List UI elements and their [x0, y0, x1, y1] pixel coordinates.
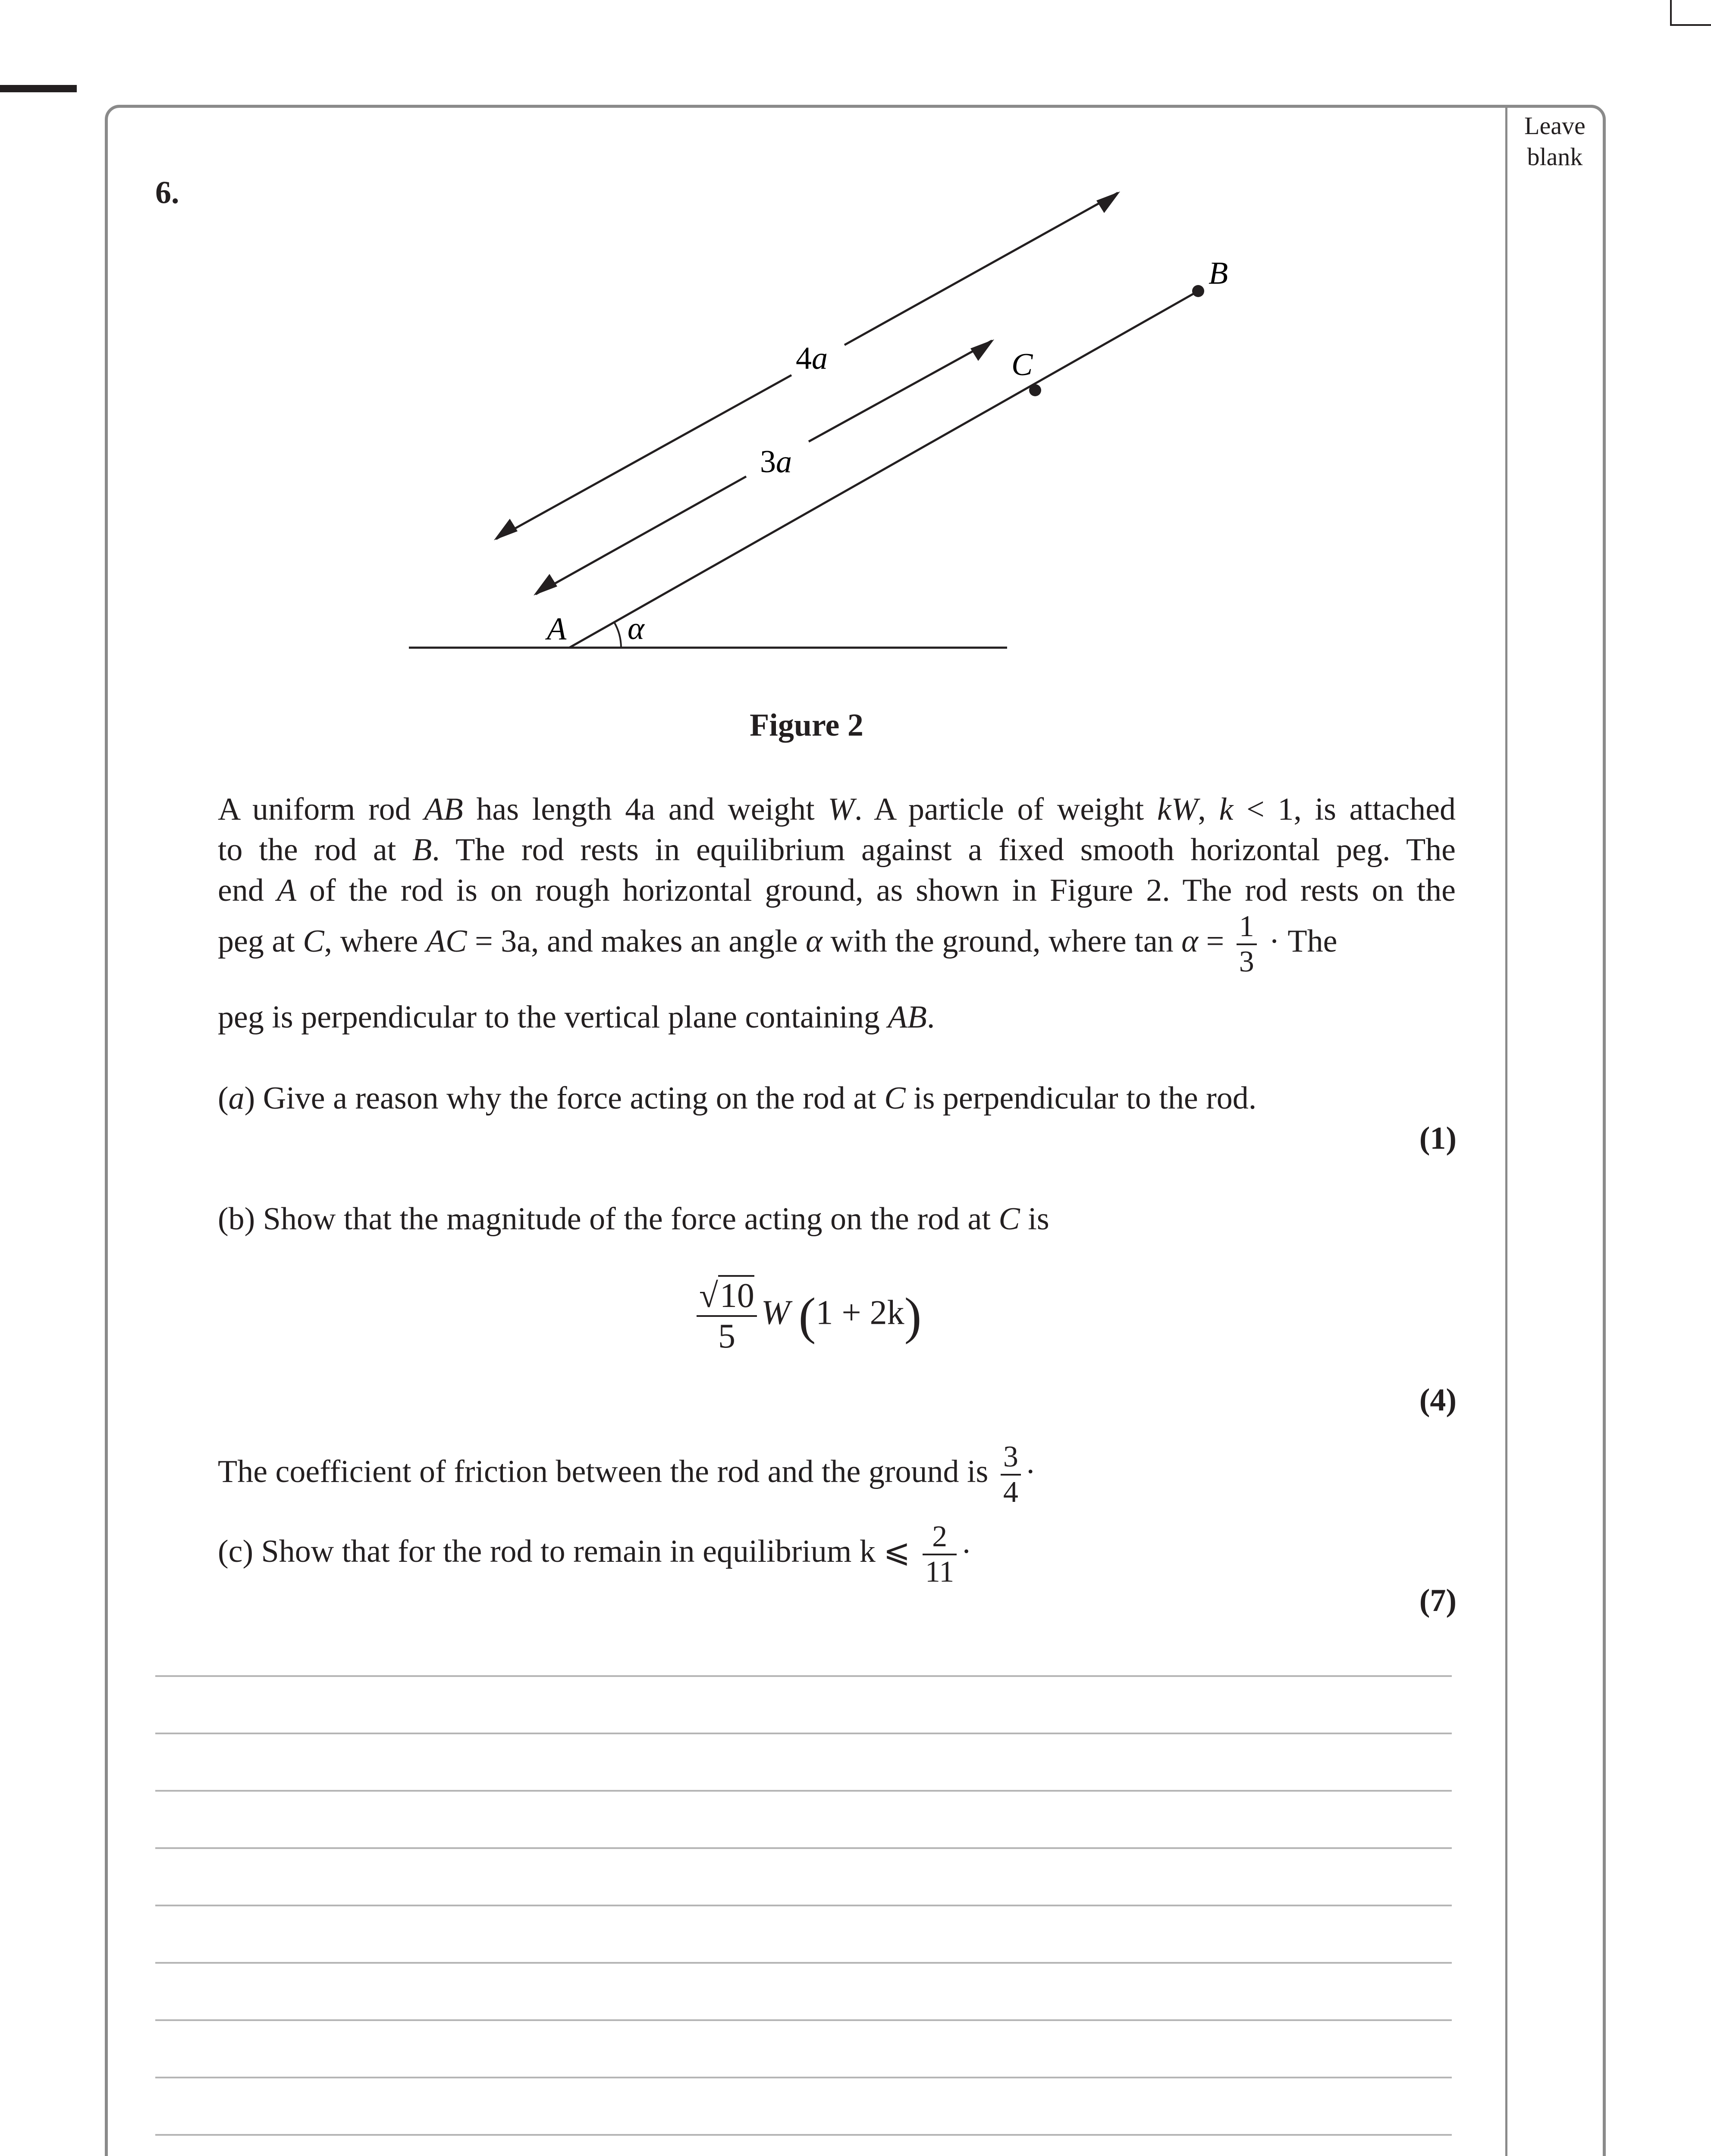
answer-line[interactable]	[155, 1962, 1452, 1964]
intro-line-2: to the rod at B. The rod rests in equilibrium against a fixed smooth horizontal peg. The	[218, 832, 1456, 868]
leave-blank-label: Leave blank	[1524, 112, 1585, 171]
point-b	[1192, 285, 1204, 297]
point-c	[1029, 384, 1041, 396]
question-number: 6.	[155, 175, 179, 210]
part-a-marks: (1)	[1419, 1121, 1457, 1156]
figure-caption: Figure 2	[750, 708, 863, 743]
part-b-marks: (4)	[1419, 1382, 1457, 1418]
answer-line[interactable]	[155, 2019, 1452, 2021]
intro-line-4	[218, 910, 1456, 979]
answer-line[interactable]	[155, 1733, 1452, 1734]
label-a: A	[547, 611, 567, 647]
label-4a: 4a	[796, 341, 828, 376]
dimension-4a-lower	[496, 375, 791, 539]
dimension-4a-arrowhead-upper	[1096, 191, 1120, 213]
dimension-3a-arrowhead-lower	[534, 574, 557, 595]
label-3a: 3a	[760, 444, 792, 479]
intro-line-5: peg is perpendicular to the vertical plane containing AB.	[218, 1000, 935, 1035]
intro-line-1: A uniform rod AB has length 4a and weight W. A particle of weight kW, k < 1, is attached	[218, 792, 1456, 827]
label-b: B	[1209, 256, 1228, 291]
answer-line[interactable]	[155, 1790, 1452, 1792]
dimension-3a-lower	[536, 476, 746, 594]
friction-statement: The coefficient of friction between the rod and the ground is $\frac{3}{4}$ ·	[218, 1440, 1036, 1509]
tan-alpha-fraction: $\frac{1}{3}$	[1237, 910, 1257, 979]
formula-w: W	[761, 1294, 790, 1332]
answer-line[interactable]	[155, 1847, 1452, 1849]
answer-line[interactable]	[155, 1675, 1452, 1677]
dimension-3a-upper	[809, 341, 992, 442]
answer-line[interactable]	[155, 2077, 1452, 2078]
dimension-4a-upper	[845, 193, 1118, 345]
part-a-text: (a) Give a reason why the force acting on the rod at C is perpendicular to the rod.	[218, 1081, 1257, 1116]
part-c-text: (c) Show that for the rod to remain in equilibrium k ⩽ $\frac{2}{11}$ ·	[218, 1520, 972, 1589]
formula-expression: 1 + 2k	[816, 1294, 904, 1332]
intro-line-4-prefix: peg at C, where AC = 3a, and makes an angle α with the ground, where tan α =	[218, 923, 1224, 959]
friction-fraction: $\frac{3}{4}$	[1001, 1440, 1021, 1509]
label-c: C	[1011, 347, 1033, 382]
dimension-4a-arrowhead-lower	[494, 519, 518, 540]
intro-line-3: end A of the rod is on rough horizontal ground, as shown in Figure 2. The rod rests on the	[218, 873, 1456, 908]
dimension-3a-arrowhead-upper	[970, 339, 994, 361]
formula-fraction: $\frac{√10}{5}$	[697, 1276, 757, 1356]
force-formula: $\frac{√10}{5}$ W (1 + 2k)	[692, 1276, 922, 1356]
angle-alpha-arc	[614, 622, 621, 648]
part-c-marks: (7)	[1419, 1583, 1457, 1618]
part-b-text: (b) Show that the magnitude of the force acting on the rod at C is	[218, 1201, 1049, 1237]
part-c-fraction: $\frac{2}{11}$	[923, 1520, 957, 1589]
label-alpha: α	[628, 611, 644, 646]
rod-ab	[569, 291, 1198, 648]
answer-line[interactable]	[155, 1905, 1452, 1906]
intro-line-4-suffix: · The	[1269, 923, 1337, 959]
answer-line[interactable]	[155, 2134, 1452, 2136]
figure-2-diagram	[0, 0, 1711, 699]
